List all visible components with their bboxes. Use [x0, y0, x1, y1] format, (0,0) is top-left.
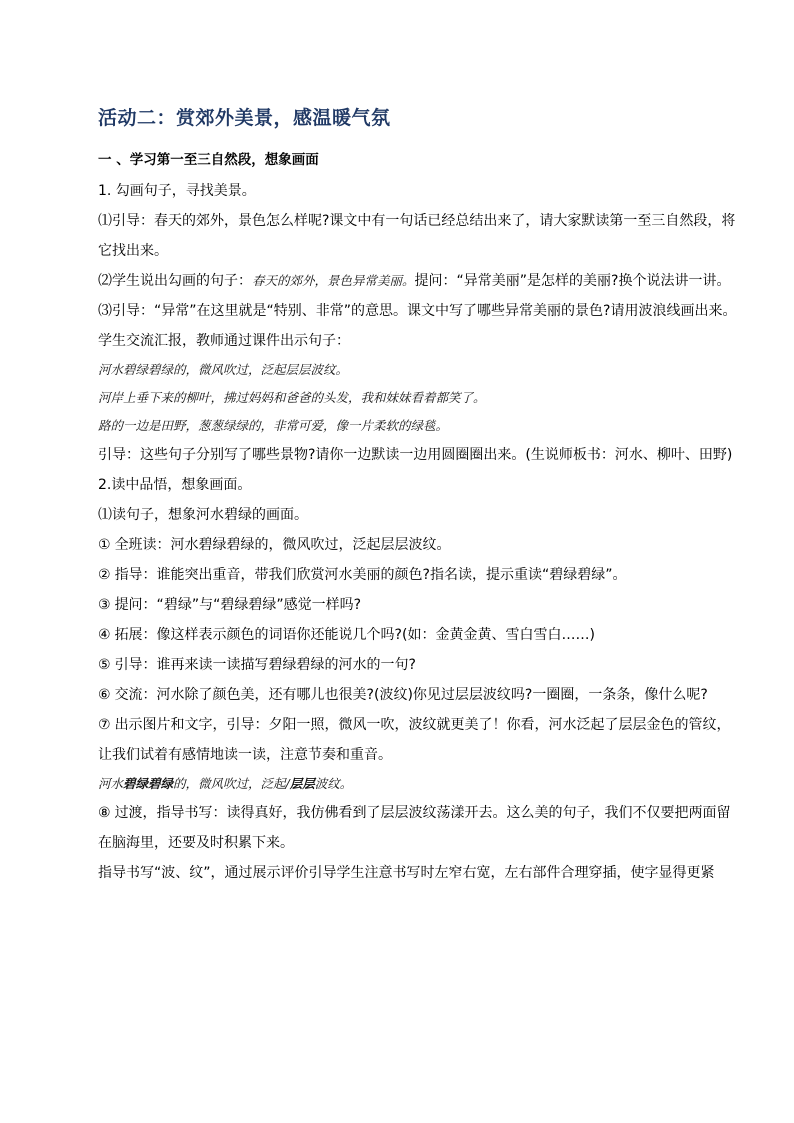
step-number: ⑦ — [98, 717, 111, 733]
page-title: 活动二：赏郊外美景，感温暖气氛 — [98, 107, 391, 129]
step-number: ④ — [98, 627, 111, 643]
paragraph-1: ⑴引导：春天的郊外，景色怎么样呢?课文中有一句话已经总结出来了，请大家默读第一至三自然段，将它找出来。 — [98, 213, 736, 259]
quote-sentence-2: 河岸上垂下来的柳叶，拂过妈妈和爸爸的头发，我和妹妹看着都笑了。 — [98, 390, 486, 405]
quote-sentence-3: 路的一边是田野，葱葱绿绿的，非常可爱，像一片柔软的绿毯。 — [98, 418, 449, 433]
step-text: 指导：谁能突出重音，带我们欣赏河水美丽的颜色?指名读，提示重读“碧绿碧绿”。 — [114, 567, 627, 583]
step-text: 全班读：河水碧绿碧绿的，微风吹过，泛起层层波纹。 — [114, 537, 451, 553]
step-item — [98, 710, 738, 770]
item-1: 1. 勾画句子，寻找美景。 — [98, 183, 256, 199]
paragraph-6: ⑴读句子，想象河水碧绿的画面。 — [98, 507, 308, 523]
step-item — [98, 680, 738, 710]
paragraph-2-question: 提问：“异常美丽”是怎样的美丽?换个说法讲一讲。 — [414, 273, 731, 289]
step-item — [98, 590, 738, 620]
step-item — [98, 620, 738, 650]
step-text: 拓展：像这样表示颜色的词语你还能说几个吗?(如：金黄金黄、雪白雪白……) — [114, 627, 595, 643]
step-item — [98, 650, 738, 680]
section-heading: 一 、学习第一至三自然段，想象画面 — [98, 152, 319, 168]
quote-4-part: 河水 — [98, 776, 124, 791]
quote-4-emphasis: 层层 — [289, 776, 315, 791]
item-2: 2.读中品悟，想象画面。 — [98, 477, 252, 493]
step-text: 过渡，指导书写：读得真好，我仿佛看到了层层波纹荡漾开去。这么美的句子，我们不仅要把两面留在脑海里，还要及时积累下来。 — [98, 805, 731, 851]
step-number: ① — [98, 537, 111, 553]
step-number: ⑧ — [98, 805, 111, 821]
paragraph-2-intro: ⑵学生说出勾画的句子： — [98, 273, 252, 289]
step-number: ⑤ — [98, 657, 111, 673]
steps-list — [98, 530, 738, 770]
step-text: 引导：谁再来读一读描写碧绿碧绿的河水的一句? — [114, 657, 416, 673]
paragraph-3: ⑶引导：“异常”在这里就是“特别、非常”的意思。课文中写了哪些异常美丽的景色?请用波浪线画出来。 — [98, 303, 737, 319]
quote-4-emphasis: 碧绿碧绿 — [123, 776, 174, 791]
step-text: 提问：“碧绿”与“碧绿碧绿”感觉一样吗? — [114, 597, 362, 613]
step-number: ② — [98, 567, 111, 583]
step-text: 交流：河水除了颜色美，还有哪儿也很美?(波纹)你见过层层波纹吗?一圈圈，一条条，像什么呢? — [114, 687, 708, 703]
paragraph-4: 学生交流汇报，教师通过课件出示句子： — [98, 333, 350, 349]
step-item — [98, 798, 738, 858]
step-number: ③ — [98, 597, 111, 613]
paragraph-2 — [98, 266, 738, 296]
step-item — [98, 530, 738, 560]
paragraph-5: 引导：这些句子分别写了哪些景物?请你一边默读一边用圆圈圈出来。(生说师板书：河水、柳叶、田野) — [98, 447, 733, 463]
quote-sentence-1: 河水碧绿碧绿的，微风吹过，泛起层层波纹。 — [98, 362, 349, 377]
step-item — [98, 560, 738, 590]
step-text: 出示图片和文字，引导：夕阳一照，微风一吹，波纹就更美了！你看，河水泛起了层层金色的管纹，让我们试着有感情地读一读，注意节奏和重音。 — [98, 717, 731, 763]
document-page — [98, 100, 738, 888]
paragraph-2-quote: 春天的郊外，景色异常美丽。 — [252, 273, 415, 288]
paragraph-7: 指导书写“波、纹”，通过展示评价引导学生注意书写时左窄右宽，左右部件合理穿插，使字显得更紧 — [98, 865, 715, 881]
quote-4-part: 的，微风吹过，泛起/ — [173, 776, 290, 791]
quote-sentence-4 — [98, 770, 738, 798]
quote-4-part: 波纹。 — [314, 776, 353, 791]
step-number: ⑥ — [98, 687, 111, 703]
